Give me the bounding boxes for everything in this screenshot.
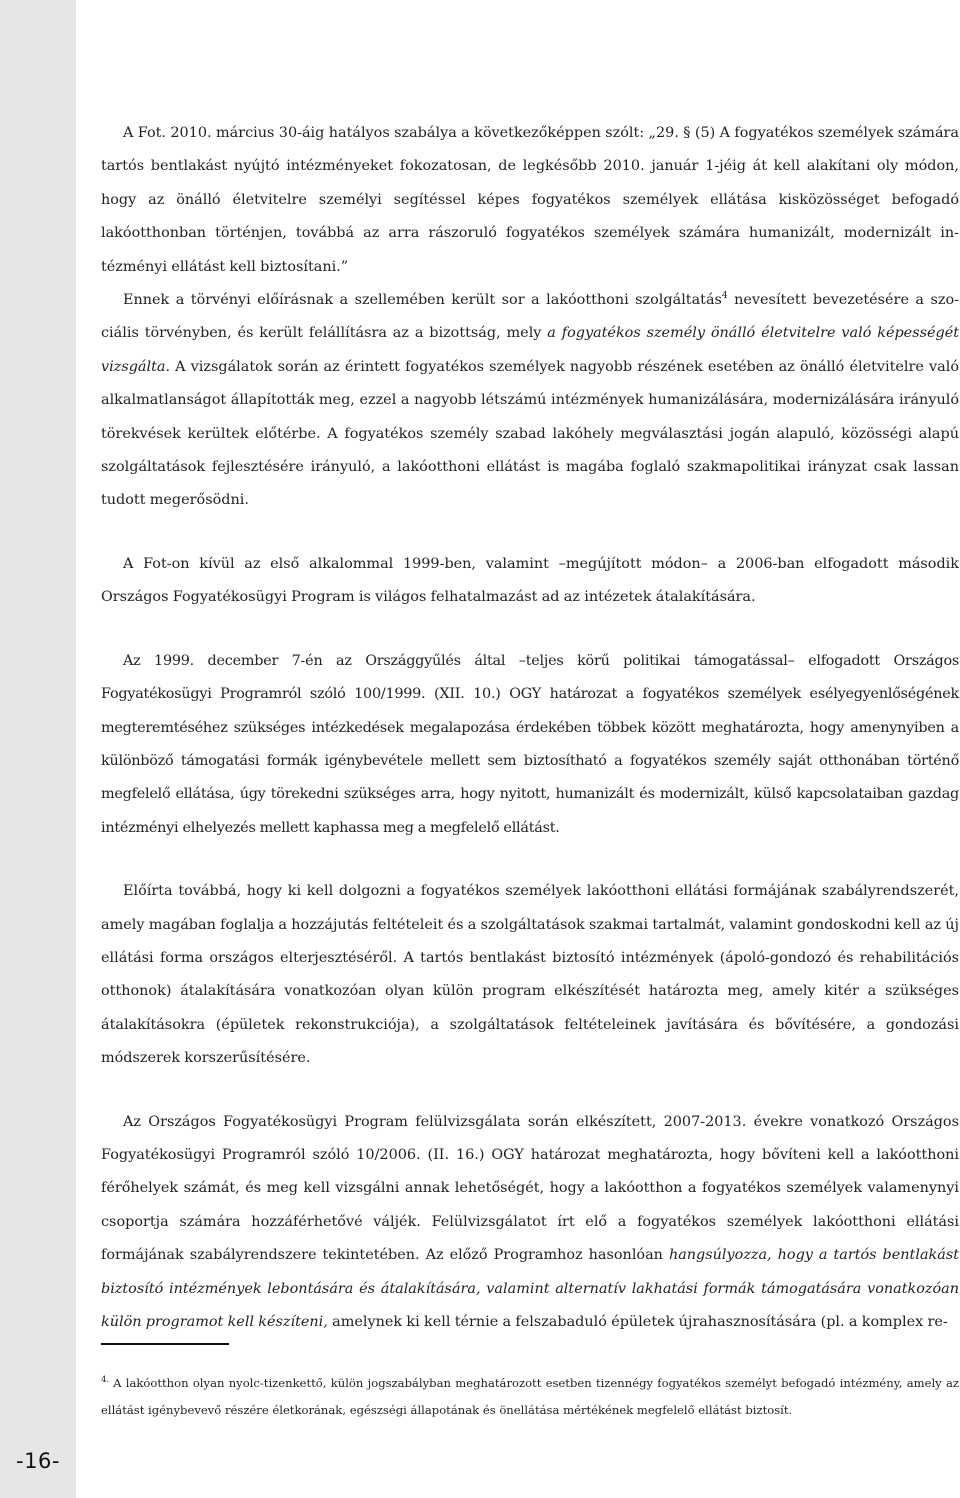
footnote-reference: 4 xyxy=(721,291,728,302)
paragraph-2-text-a: Ennek a törvényi előírásnak a szellemében került sor a lakóotthoni szolgáltatás xyxy=(123,292,722,309)
footnote xyxy=(101,1370,959,1425)
page-number: -16- xyxy=(16,1449,60,1473)
paragraph-2-text-b: nevesített bevezetésére a szociális törvényben, és került felállításra az a bizottság, mely xyxy=(101,292,959,342)
footnote-text: A lakóotthon olyan nyolc-tizenkettő, külön jogszabályban meghatározott esetben tizennégy fogyatékos személyt befogadó intézmény, amely az ellátást igénybevevő részére életkorának, egészségi állapotának és önellátása mértékének megfelelő ellátást biztosít. xyxy=(101,1375,959,1418)
paragraph-4: Az 1999. december 7-én az Országgyűlés által –teljes körű politikai támogatással– elfogadott Országos Fogyatékosügyi Programról szóló 100/1999. (XII. 10.) OGY határozat a fogyatékos személyek esélyegyenlőségének megteremtéséhez szükséges intézkedések megalapozása érdekében többek között meghatározta, hogy amenynyiben a különböző támogatási formák igénybevétele mellett sem biztosítható a fogyatékos személy saját otthonában történő megfelelő ellátása, úgy törekedni szükséges arra, hogy nyitott, humanizált és modernizált, külső kapcsolataiban gazdag intézményi elhelyezés mellett kaphassa meg a megfelelő ellátást. xyxy=(101,652,959,836)
footnote-divider xyxy=(101,1343,229,1345)
paragraph-6 xyxy=(101,1106,959,1340)
paragraph-1: A Fot. 2010. március 30-áig hatályos szabálya a következőképpen szólt: „29. § (5) A fogyatékos személyek számára tartós bentlakást nyújtó intézményeket fokozatosan, de legkésőbb 2010. január 1-jéig át kell alakítani oly módon, hogy az önálló életvitelre személyi segítéssel képes fogyatékos személyek ellátása kisközösséget befogadó lakóotthonban történjen, továbbá az arra rászoruló fogyatékos személyek számára humanizált, modernizált intézményi ellátást kell biztosítani.” xyxy=(101,125,959,275)
paragraph-6-emphasis: hangsúlyozza, hogy a tartós bentlakást biztosító intézmények lebontására és átalakítására, valamint alternatív lakhatási formák támogatására vonatkozóan külön programot kell készíteni, xyxy=(101,1247,959,1330)
footnote-marker: 4. xyxy=(101,1374,110,1385)
paragraph-6-text-a: Az Országos Fogyatékosügyi Program felülvizsgálata során elkészített, 2007-2013. évekre vonatkozó Országos Fogyatékosügyi Programról szóló 10/2006. (II. 16.) OGY határozat meghatározta, hogy bővíteni kell a lakóotthoni férőhelyek számát, és meg kell vizsgálni annak lehetőségét, hogy a lakóotthon a fogyatékos személyek valamenynyi csoportja számára hozzáférhetővé váljék. Felülvizsgálatot írt elő a fogyatékos személyek lakóotthoni ellátási formájának szabályrendszere tekintetében. Az előző Programhoz hasonlóan xyxy=(101,1113,959,1264)
page-margin-bar xyxy=(0,0,76,1498)
paragraph-6-text-b: amelynek ki kell térnie a felszabaduló épületek újrahasznosítására (pl. a komplex re- xyxy=(327,1314,948,1330)
paragraph-2 xyxy=(101,284,959,518)
paragraph-3: A Fot-on kívül az első alkalommal 1999-ben, valamint –megújított módon– a 2006-ban elfogadott második Országos Fogyatékosügyi Program is világos felhatalmazást ad az intézetek átalakítására. xyxy=(101,555,959,606)
paragraph-2-text-c: A vizsgálatok során az érintett fogyatékos személyek nagyobb részének esetében az önálló életvitelre való alkalmatlanságot állapították meg, ezzel a nagyobb létszámú intézmények humanizálására, modernizálására irányuló törekvések kerültek előtérbe. A fogyatékos személy szabad lakóhely megválasztási jogán alapuló, közösségi alapú szolgáltatások fejlesztésére irányuló, a lakóotthoni ellátást is magába foglaló szakmapolitikai irányzat csak lassan tudott megerősödni. xyxy=(101,358,959,509)
document-body xyxy=(101,117,959,1339)
paragraph-5: Előírta továbbá, hogy ki kell dolgozni a fogyatékos személyek lakóotthoni ellátási formájának szabályrendszerét, amely magában foglalja a hozzájutás feltételeit és a szolgáltatások szakmai tartalmát, valamint gondoskodni kell az új ellátási forma országos elterjesztéséről. A tartós bentlakást biztosító intézmények (ápoló-gondozó és rehabilitációs otthonok) átalakítására vonatkozóan olyan külön program elkészítését határozta meg, amely kitér a szükséges átalakításokra (épületek rekonstrukciója), a szolgáltatások feltételeinek javítására és bővítésére, a gondozási módszerek korszerűsítésére. xyxy=(101,883,959,1067)
paragraph-2-emphasis: a fogyatékos személy önálló életvitelre való képességét vizsgálta. xyxy=(101,325,959,375)
